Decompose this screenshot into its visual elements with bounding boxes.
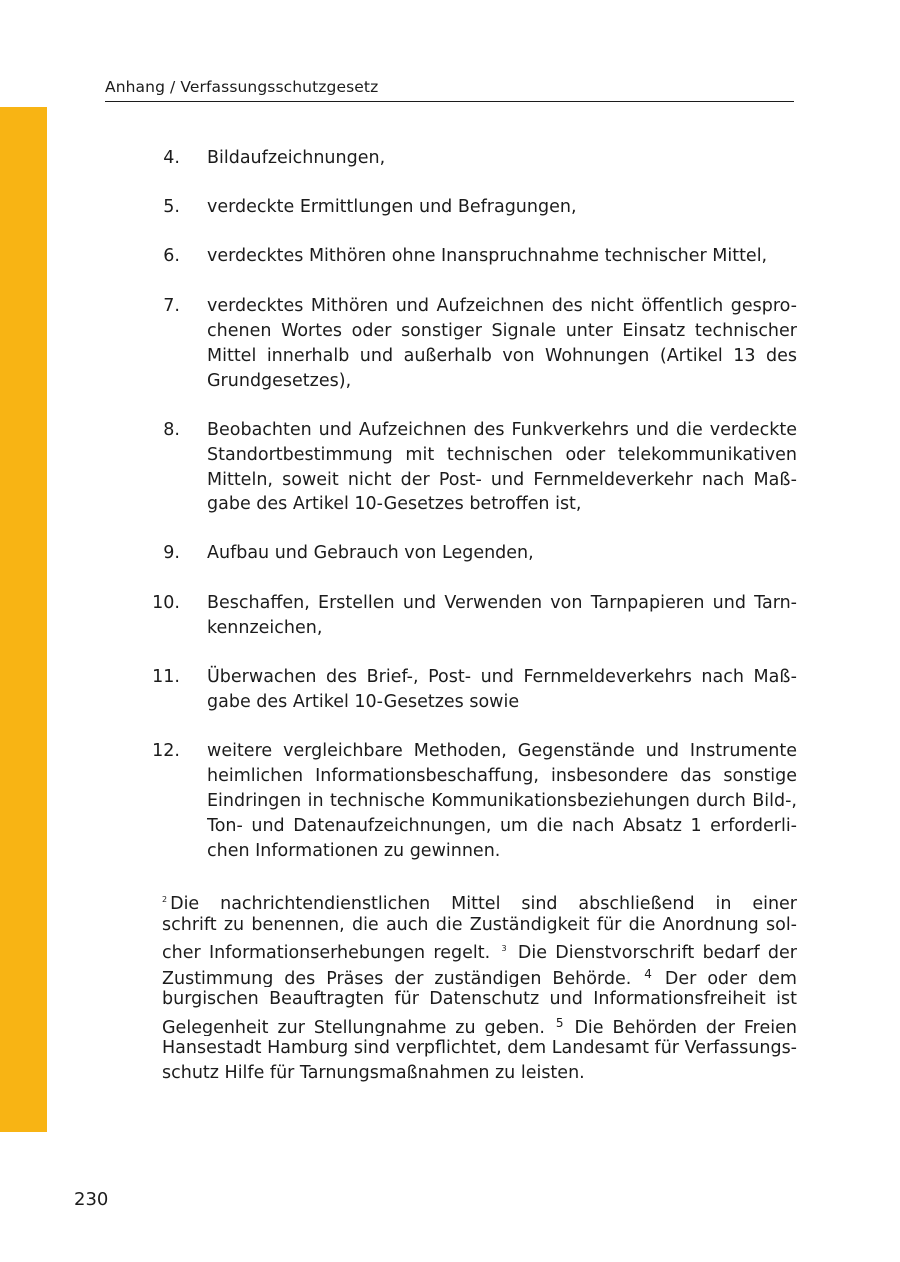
list-item-text: verdecktes Mithören und Aufzeichnen des nicht öffentlich gespro- bbox=[207, 296, 797, 316]
list-item-text: weitere vergleichbare Methoden, Gegenstände und Instrumente bbox=[207, 741, 797, 761]
list-item-number: 9. bbox=[163, 543, 180, 563]
list-item-text: Standortbestimmung mit technischen oder telekommunikativen bbox=[207, 445, 797, 465]
paragraph-line: Hansestadt Hamburg sind verpflichtet, dem Landesamt für Verfassungs- bbox=[162, 1038, 797, 1058]
sentence-number: 5 bbox=[555, 1016, 564, 1030]
list-item-number: 10. bbox=[152, 593, 180, 613]
running-header-title: Anhang / Verfassungsschutzgesetz bbox=[105, 78, 379, 96]
list-item-text: Ton- und Datenaufzeichnungen, um die nach Absatz 1 erforderli- bbox=[207, 816, 797, 836]
list-item-number: 6. bbox=[163, 246, 180, 266]
paragraph-line: schutz Hilfe für Tarnungsmaßnahmen zu leisten. bbox=[162, 1063, 585, 1083]
paragraph-line: $^2$ Die nachrichtendienstlichen Mittel sind abschließend in einer bbox=[162, 894, 797, 913]
paragraph-line: schrift zu benennen, die auch die Zuständigkeit für die Anordnung sol- bbox=[162, 915, 797, 935]
list-item-text: Überwachen des Brief-, Post- und Fernmeldeverkehrs nach Maß- bbox=[207, 667, 797, 687]
list-item-number: 4. bbox=[163, 148, 180, 168]
list-item-text: chenen Wortes oder sonstiger Signale unter Einsatz technischer bbox=[207, 321, 797, 341]
list-item-number: 7. bbox=[163, 296, 180, 316]
list-item-number: 11. bbox=[152, 667, 180, 687]
list-item-number: 12. bbox=[152, 741, 180, 761]
paragraph-line: burgischen Beauftragten für Datenschutz und Informationsfreiheit ist bbox=[162, 989, 797, 1009]
yellow-side-bar bbox=[0, 107, 47, 1132]
list-item-text: Beobachten und Aufzeichnen des Funkverkehrs und die verdeckte bbox=[207, 420, 797, 440]
list-item-text: Bildaufzeichnungen, bbox=[207, 148, 386, 168]
list-item-text: gabe des Artikel 10-Gesetzes betroffen ist, bbox=[207, 494, 582, 514]
paragraph-line: Zustimmung des Präses der zuständigen Behörde. $^4$ Der oder dem bbox=[162, 967, 797, 987]
list-item-text: Beschaffen, Erstellen und Verwenden von Tarnpapieren und Tarn- bbox=[207, 593, 797, 613]
sentence-number: 3 bbox=[501, 944, 507, 953]
list-item-text: heimlichen Informationsbeschaffung, insbesondere das sonstige bbox=[207, 766, 797, 786]
list-item-text: Mittel innerhalb und außerhalb von Wohnungen (Artikel 13 des bbox=[207, 346, 797, 366]
list-item-text: Eindringen in technische Kommunikationsbeziehungen durch Bild-, bbox=[207, 791, 797, 811]
list-item-text: Aufbau und Gebrauch von Legenden, bbox=[207, 543, 534, 563]
list-item-text: verdeckte Ermittlungen und Befragungen, bbox=[207, 197, 577, 217]
page-number: 230 bbox=[74, 1189, 109, 1210]
list-item-text: Mitteln, soweit nicht der Post- und Fernmeldeverkehr nach Maß- bbox=[207, 470, 797, 490]
list-item-text: Grundgesetzes), bbox=[207, 371, 352, 391]
list-item-text: kennzeichen, bbox=[207, 618, 323, 638]
list-item-text: verdecktes Mithören ohne Inanspruchnahme technischer Mittel, bbox=[207, 246, 768, 266]
list-item-text: gabe des Artikel 10-Gesetzes sowie bbox=[207, 692, 520, 712]
list-item-text: chen Informationen zu gewinnen. bbox=[207, 841, 501, 861]
list-item-number: 5. bbox=[163, 197, 180, 217]
list-item-number: 8. bbox=[163, 420, 180, 440]
paragraph-line: Gelegenheit zur Stellungnahme zu geben. $^5$ Die Behörden der Freien bbox=[162, 1016, 797, 1036]
running-header bbox=[105, 78, 794, 102]
paragraph-line: cher Informationserhebungen regelt. $^3$ Die Dienstvorschrift bedarf der bbox=[162, 943, 797, 962]
sentence-number: 2 bbox=[162, 895, 168, 904]
sentence-number: 4 bbox=[644, 967, 652, 981]
